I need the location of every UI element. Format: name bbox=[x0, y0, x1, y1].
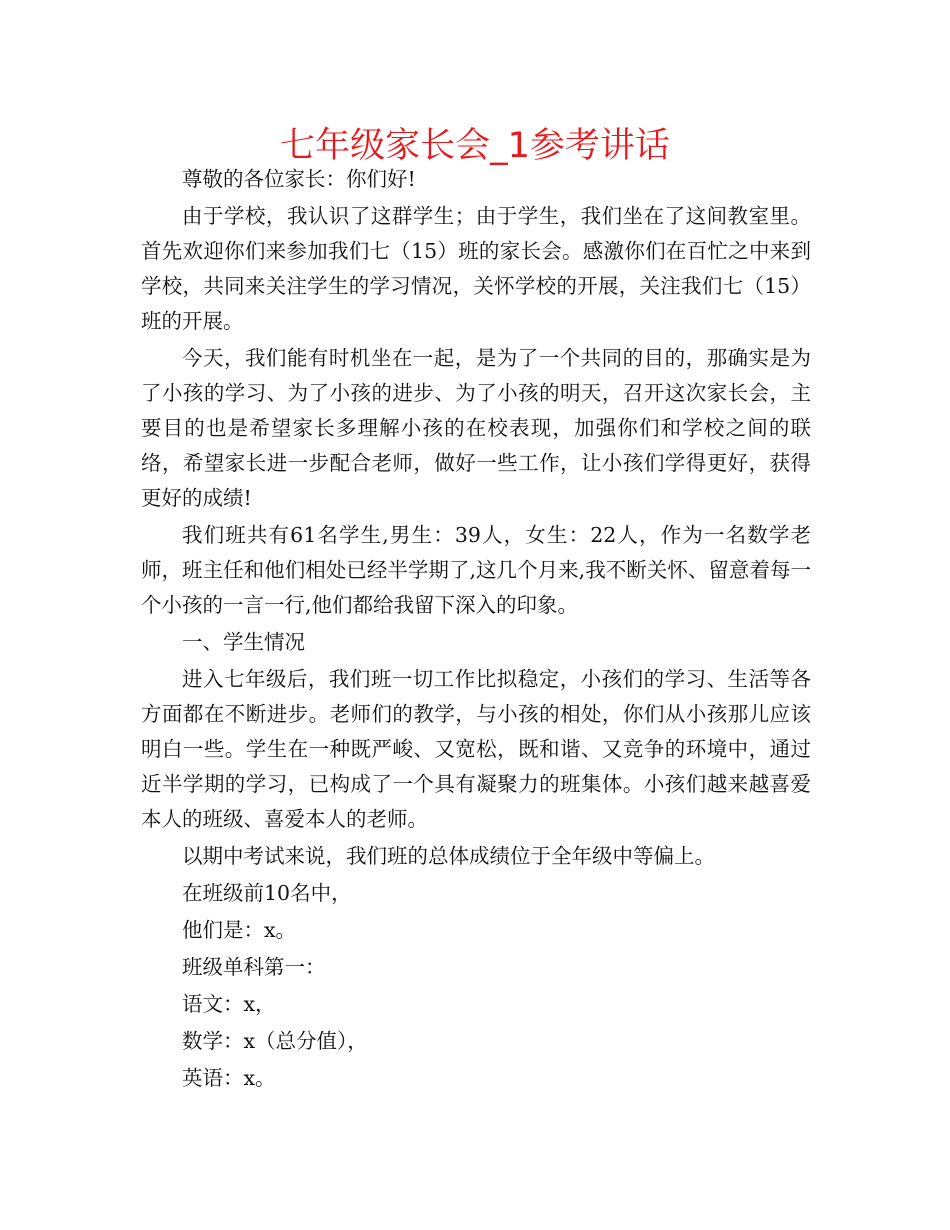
intro-paragraph: 由于学校，我认识了这群学生；由于学生，我们坐在了这间教室里。首先欢迎你们来参加我们七（15）班的家长会。感激你们在百忙之中来到学校，共同来关注学生的学习情况，关怀学校的开展，关注我们七（15）班的开展。 bbox=[141, 204, 811, 333]
math-first-line: 数学：x（总分值）， bbox=[182, 1029, 368, 1053]
top-ten-names-line: 他们是：x。 bbox=[182, 918, 297, 942]
purpose-paragraph: 今天，我们能有时机坐在一起，是为了一个共同的目的，那确实是为了小孩的学习、为了小孩的进步、为了小孩的明天，召开这次家长会，主要目的也是希望家长多理解小孩的在校表现，加强你们和学校之间的联络，希望家长进一步配合老师，做好一些工作，让小孩们学得更好，获得更好的成绩! bbox=[141, 346, 811, 510]
midterm-paragraph: 以期中考试来说，我们班的总体成绩位于全年级中等偏上。 bbox=[182, 844, 715, 868]
chinese-first-line: 语文：x， bbox=[182, 992, 276, 1016]
student-situation-paragraph: 进入七年级后，我们班一切工作比拟稳定，小孩们的学习、生活等各方面都在不断进步。老师们的教学，与小孩的相处，你们从小孩那儿应该明白一些。学生在一种既严峻、又宽松，既和谐、又竞争的环境中，通过近半学期的学习，已构成了一个具有凝聚力的班集体。小孩们越来越喜爱本人的班级、喜爱本人的老师。 bbox=[141, 667, 811, 831]
section-heading: 一、学生情况 bbox=[182, 630, 305, 654]
document-body bbox=[141, 162, 811, 1096]
english-first-line: 英语：x。 bbox=[182, 1066, 276, 1090]
class-info-paragraph: 我们班共有61名学生,男生：39人，女生：22人，作为一名数学老师，班主任和他们相处已经半学期了,这几个月来,我不断关怀、留意着每一个小孩的一言一行,他们都给我留下深入的印象。 bbox=[141, 523, 811, 617]
greeting-paragraph: 尊敬的各位家长：你们好! bbox=[182, 167, 416, 191]
subject-first-heading: 班级单科第一： bbox=[182, 955, 326, 979]
top-ten-line: 在班级前10名中， bbox=[182, 881, 352, 905]
document-title: 七年级家长会_1参考讲话 bbox=[280, 126, 670, 166]
